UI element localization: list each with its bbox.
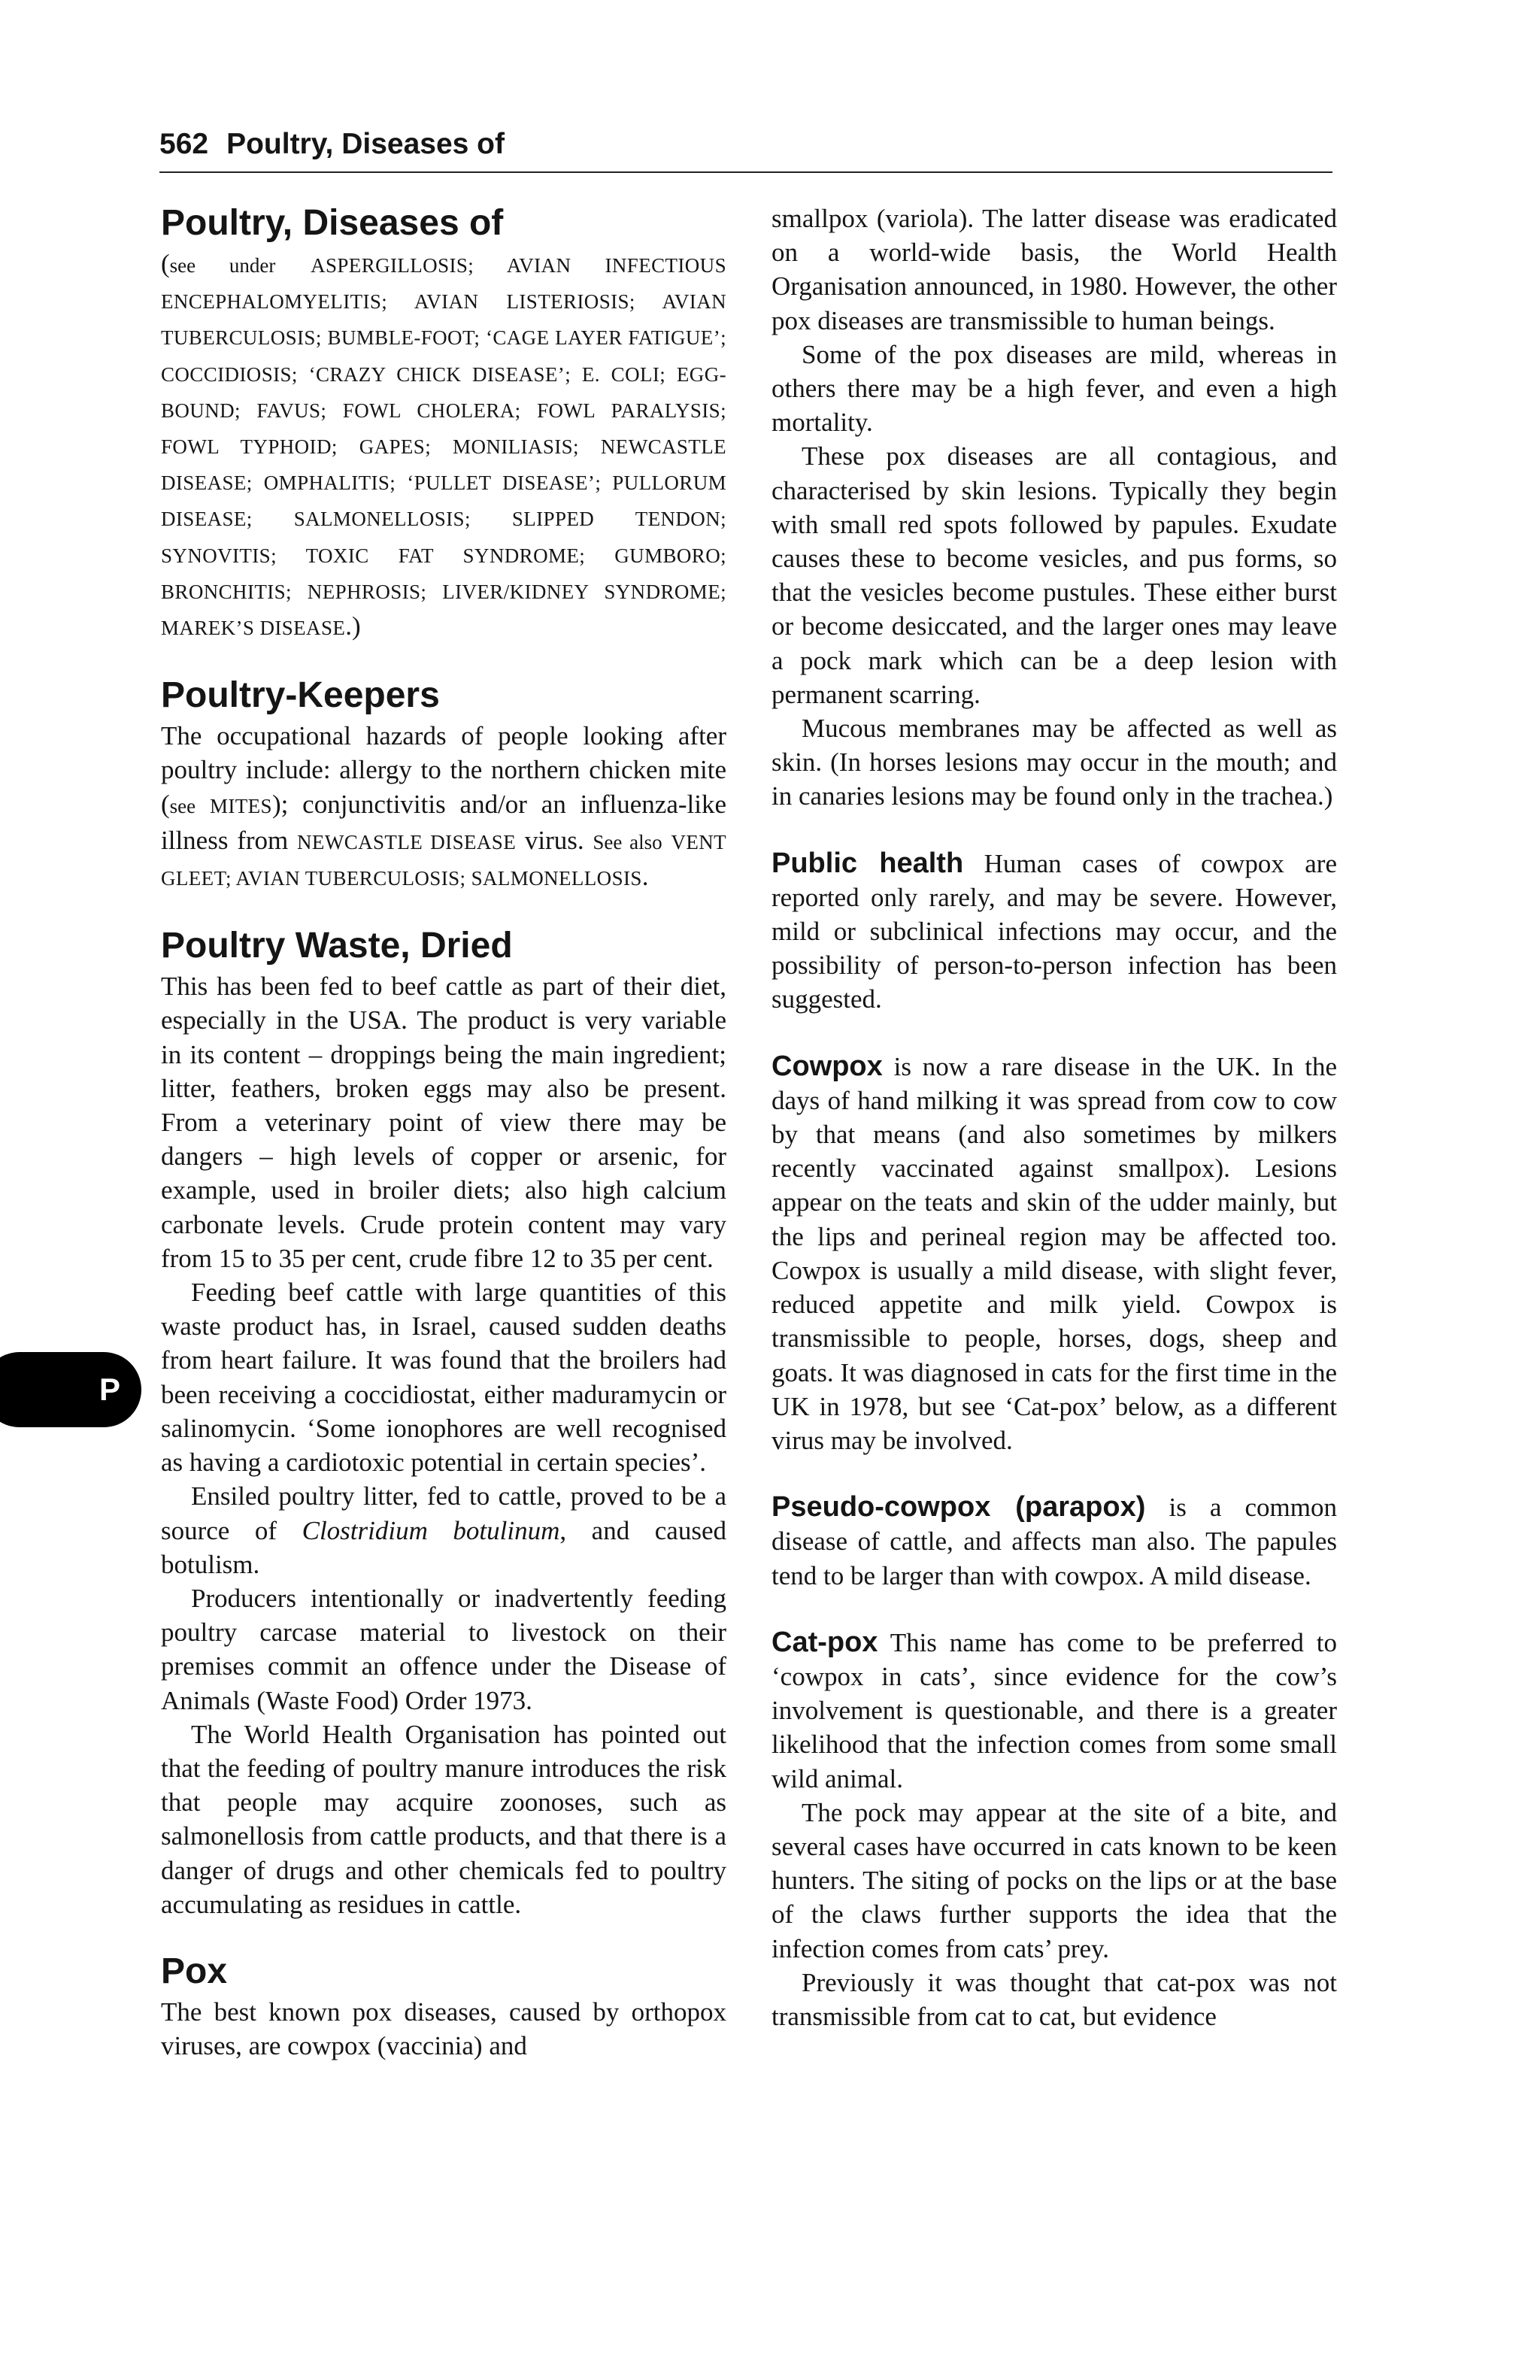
paragraph: smallpox (variola). The latter disease was eradicated on a world-wide basis, the World Health Organisation announced, in 1980. However, the other pox diseases are transmissible to human beings. [772, 204, 1337, 335]
thumb-index-tab: P [0, 1352, 141, 1427]
subheading-cowpox: Cowpox [772, 1050, 883, 1082]
subheading-cat-pox: Cat-pox [772, 1626, 878, 1658]
heading-poultry-waste: Poultry Waste, Dried [161, 926, 513, 966]
right-column [772, 202, 1337, 2033]
paragraph: Some of the pox diseases are mild, whereas in others there may be a high fever, and even a high mortality. [772, 339, 1337, 438]
paragraph: Ensiled poultry litter, fed to cattle, proved to be a source of Clostridium botulinum, and caused botulism. [161, 1481, 726, 1579]
cowpox-paragraph: Cowpox is now a rare disease in the UK. In the days of hand milking it was spread from cow to cow by that means (and also sometimes by milkers recently vaccinated against smallpox). Lesions appear on the teats and skin of the udder mainly, but the lips and perineal region may be affected too. Cowpox is usually a mild disease, with slight fever, reduced appetite and milk yield. Cowpox is transmissible to people, horses, dogs, sheep and goats. It was diagnosed in cats for the first time in the UK in 1978, but see ‘Cat-pox’ below, as a different virus may be involved. [772, 1050, 1337, 1455]
heading-poultry-keepers: Poultry-Keepers [161, 675, 440, 716]
paragraph: The pock may appear at the site of a bite, and several cases have occurred in cats known to be keen hunters. The siting of pocks on the lips or at the base of the claws further supports the idea that the infection comes from cats’ prey. [772, 1797, 1337, 1963]
paragraph: Feeding beef cattle with large quantities of this waste product has, in Israel, caused sudden deaths from heart failure. It was found that the broilers had been receiving a coccidiostat, either maduramycin or salinomycin. ‘Some ionophores are well recognised as having a cardiotoxic potential in certain species’. [161, 1278, 726, 1478]
poultry-keepers-paragraph: The occupational hazards of people looking after poultry include: allergy to the northern chicken mite (see MITES); conjunctivitis and/or an influenza-like illness from NEWCASTLE DISEASE virus. See also VENT GLEET; AVIAN TUBERCULOSIS; SALMONELLOSIS. [161, 721, 727, 892]
running-title: Poultry, Diseases of [226, 128, 505, 160]
paragraph: This has been fed to beef cattle as part of their diet, especially in the USA. The product is very variable in its content – droppings being the main ingredient; litter, feathers, broken eggs may also be present. From a veterinary point of view there may be dangers – high levels of copper or arsenic, for example, used in broiler diets; also high calcium carbonate levels. Crude protein content may vary from 15 to 35 per cent, crude fibre 12 to 35 per cent. [161, 972, 726, 1273]
subheading-public-health: Public health [772, 847, 964, 879]
left-column [161, 202, 726, 2063]
paragraph: Producers intentionally or inadvertently feeding poultry carcase material to livestock on their premises commit an offence under the Disease of Animals (Waste Food) Order 1973. [161, 1583, 726, 1715]
pseudo-cowpox-paragraph: Pseudo-cowpox (parapox) is a common disease of cattle, and affects man also. The papules tend to be larger than with cowpox. A mild disease. [772, 1491, 1337, 1590]
paragraph: Previously it was thought that cat-pox was not transmissible from cat to cat, but evidence [772, 1967, 1337, 2031]
heading-poultry-diseases: Poultry, Diseases of [161, 203, 504, 243]
heading-pox: Pox [161, 1951, 228, 1991]
subheading-pseudo-cowpox: Pseudo-cowpox (parapox) [772, 1491, 1146, 1524]
paragraph: The World Health Organisation has pointed out that the feeding of poultry manure introduces the risk that people may acquire zoonoses, such as salmonellosis from cattle products, and that there is a danger of drugs and other chemicals fed to poultry accumulating as residues in cattle. [161, 1719, 726, 1919]
diseases-cross-reference: (see under ASPERGILLOSIS; AVIAN INFECTIOUS ENCEPHALOMYELITIS; AVIAN LISTERIOSIS; AVIAN TUBERCULOSIS; BUMBLE-FOOT; ‘CAGE LAYER FATIGUE’; COCCIDIOSIS; ‘CRAZY CHICK DISEASE’; E. COLI; EGG-BOUND; FAVUS; FOWL CHOLERA; FOWL PARALYSIS; FOWL TYPHOID; GAPES; MONILIASIS; NEWCASTLE DISEASE; OMPHALITIS; ‘PULLET DISEASE’; PULLORUM DISEASE; SALMONELLOSIS; SLIPPED TENDON; SYNOVITIS; TOXIC FAT SYNDROME; GUMBORO; BRONCHITIS; NEPHROSIS; LIVER/KIDNEY SYNDROME; MAREK’S DISEASE.) [161, 249, 726, 641]
running-header [159, 125, 1332, 173]
paragraph: These pox diseases are all contagious, and characterised by skin lesions. Typically they begin with small red spots followed by papules. Exudate causes these to become vesicles, and pus forms, so that the vesicles become pustules. These either burst or become desiccated, and the larger ones may leave a pock mark which can be a deep lesion with permanent scarring. [772, 441, 1337, 709]
page-number: 562 [159, 128, 209, 160]
cat-pox-paragraph: Cat-pox This name has come to be preferred to ‘cowpox in cats’, since evidence for the cow’s involvement is questionable, and there is a greater likelihood that the infection comes from some small wild animal. [772, 1626, 1337, 1793]
paragraph: The best known pox diseases, caused by orthopox viruses, are cowpox (vaccinia) and [161, 1996, 726, 2061]
paragraph: Mucous membranes may be affected as well as skin. (In horses lesions may occur in the mouth; and in canaries lesions may be found only in the trachea.) [772, 714, 1337, 811]
public-health-paragraph: Public health Human cases of cowpox are reported only rarely, and may be severe. However, mild or subclinical infections may occur, and the possibility of person-to-person infection has been suggested. [772, 847, 1337, 1014]
